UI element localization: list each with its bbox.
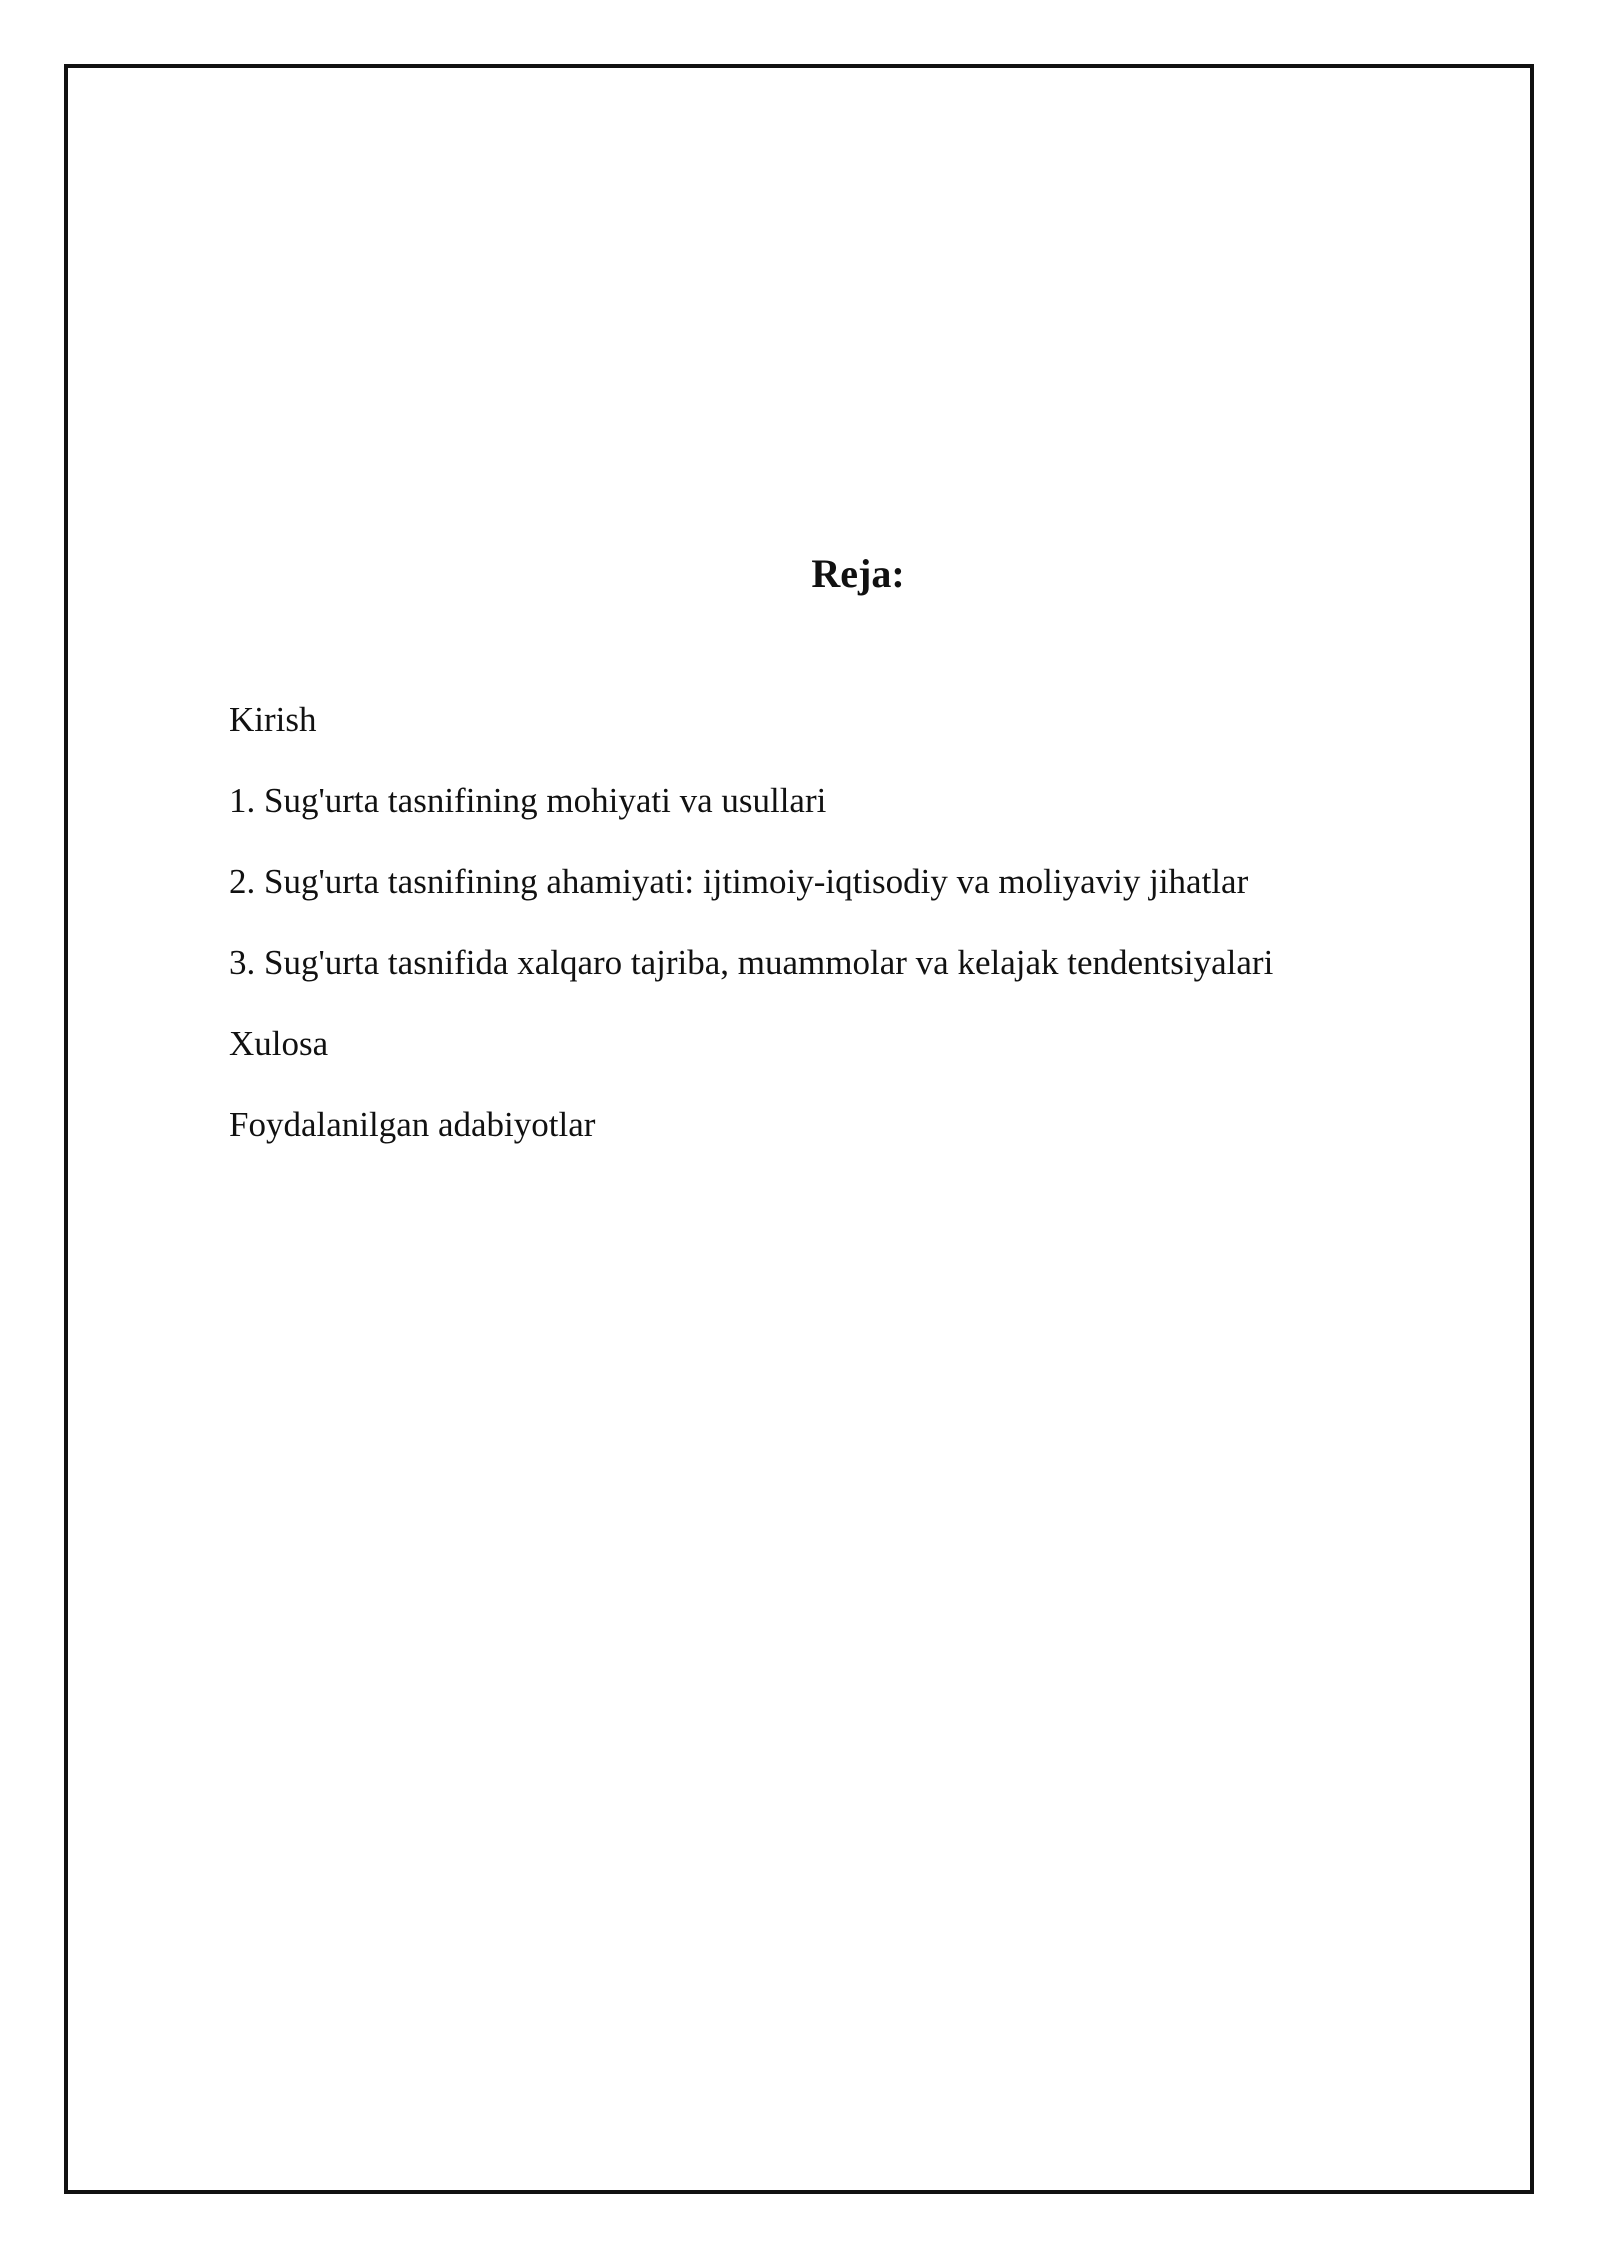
plan-list [229,697,1479,1183]
plan-item-section-3: 3. Sug'urta tasnifida xalqaro tajriba, muammolar va kelajak tendentsiyalari [229,943,1274,982]
plan-item-section-1: 1. Sug'urta tasnifining mohiyati va usullari [229,781,827,820]
page-title: Reja: [811,551,905,596]
plan-item-references: Foydalanilgan adabiyotlar [229,1105,596,1144]
plan-item-section-2: 2. Sug'urta tasnifining ahamiyati: ijtimoiy-iqtisodiy va moliyaviy jihatlar [229,862,1249,901]
plan-item-introduction: Kirish [229,700,317,739]
plan-item-conclusion: Xulosa [229,1024,329,1063]
